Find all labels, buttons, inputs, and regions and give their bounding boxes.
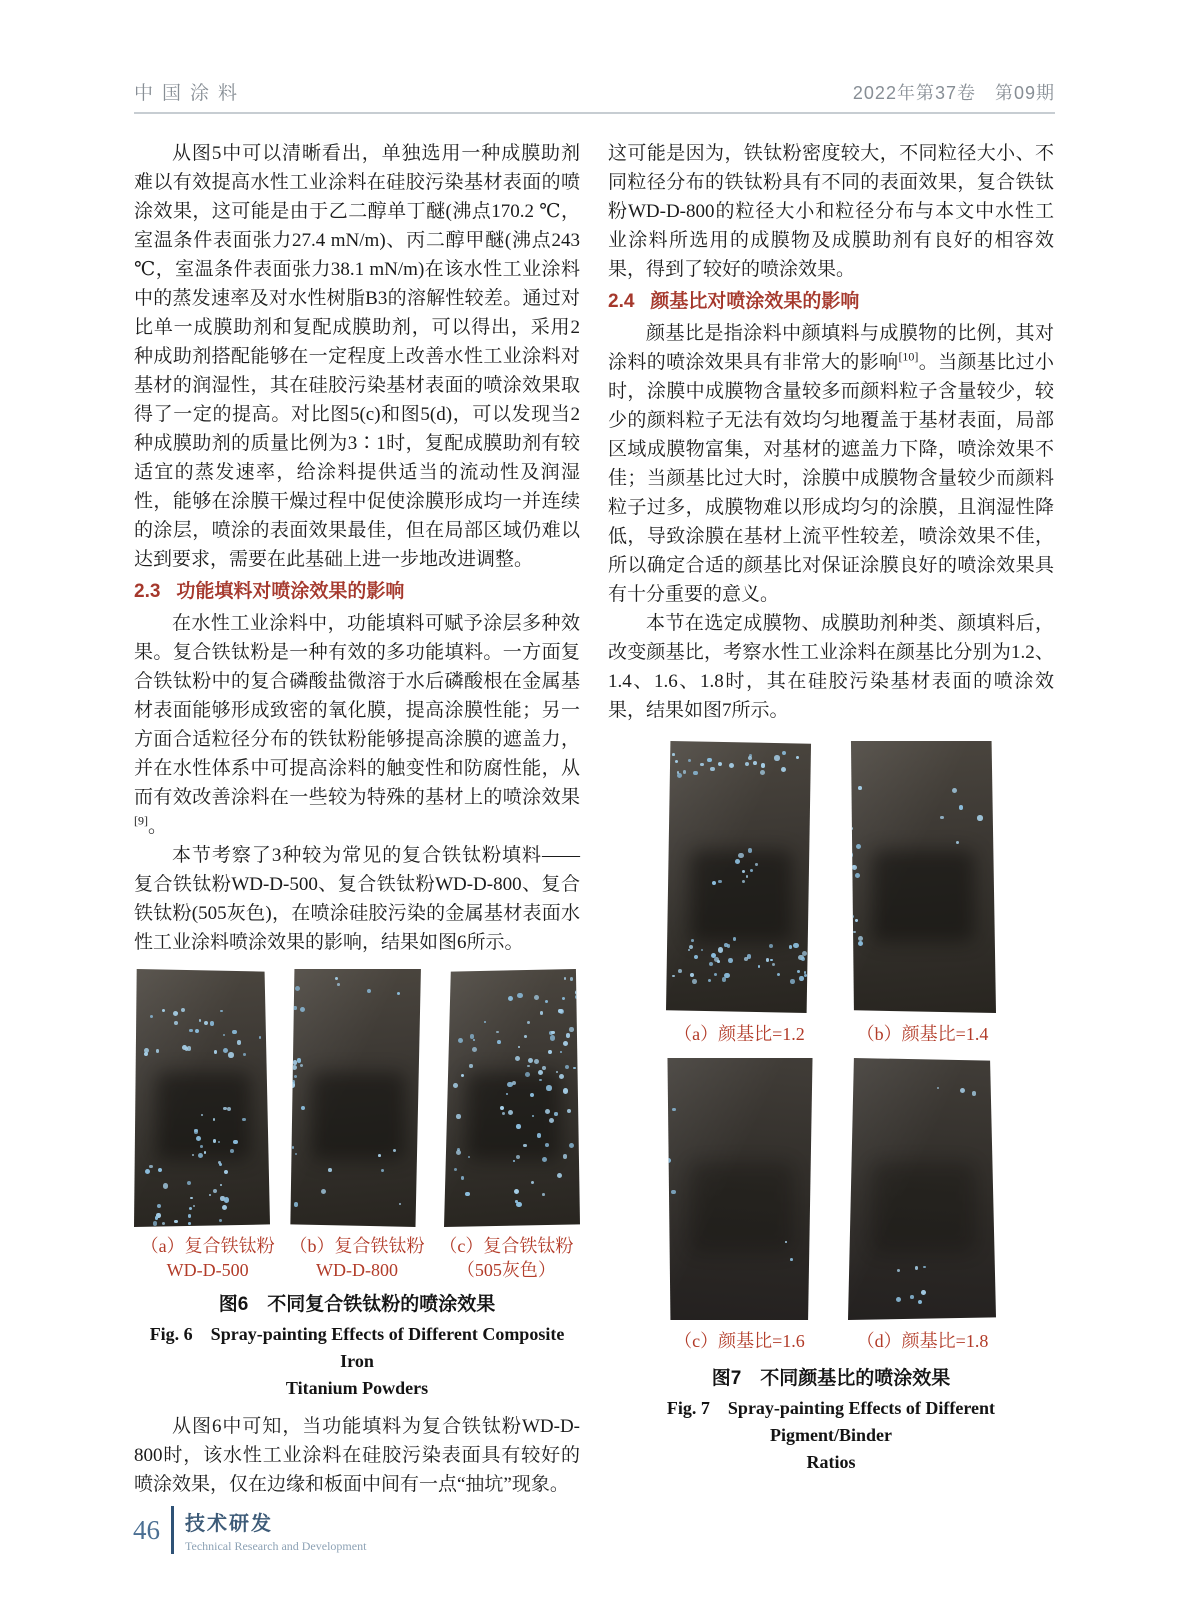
subcaption-a: （a）颜基比=1.2 — [674, 1024, 805, 1044]
figure-7-subcaptions-row2 — [608, 1327, 1054, 1353]
section-heading-2-4 — [608, 286, 1054, 317]
figure-7-photos-row1 — [608, 741, 1054, 1013]
subcaption-d: （d）颜基比=1.8 — [856, 1331, 989, 1351]
section-title: 功能填料对喷涂效果的影响 — [176, 581, 405, 602]
figure-7-photos-row2 — [608, 1058, 1054, 1320]
figure-6-title-en: Fig. 6 Spray-painting Effects of Different Composite Iron Titanium Powders — [149, 1324, 565, 1398]
contamination-stain — [156, 1072, 251, 1160]
subcaption-c: （c）复合铁钛粉 （505灰色） — [439, 1236, 574, 1280]
contamination-stain — [872, 1163, 976, 1252]
paragraph-functional-filler — [134, 609, 580, 841]
figure-6 — [134, 969, 580, 1402]
contamination-stain — [690, 850, 794, 942]
photo-panel-wd-d-800 — [289, 969, 425, 1227]
two-column-layout — [134, 139, 1055, 1499]
figure-7-subcaptions-row1 — [608, 1020, 1054, 1046]
photo-panel-ratio-1-2 — [666, 741, 814, 1013]
paragraph-three-fillers: 本节考察了3种较为常见的复合铁钛粉填料——复合铁钛粉WD-D-500、复合铁钛粉WD-D-800、复合铁钛粉(505灰色)，在喷涂硅胶污染的金属基材表面水性工业涂料喷涂效果的影响，结果如图6所示。 — [134, 845, 580, 953]
photo-panel-wd-d-500 — [134, 969, 270, 1227]
photo-panel-505-gray — [444, 969, 580, 1227]
contamination-stain — [690, 1163, 794, 1252]
photo-panel-ratio-1-8 — [848, 1058, 996, 1320]
section-heading-2-3 — [134, 576, 580, 607]
footer-section — [185, 1507, 366, 1554]
figure-6-subcaptions — [134, 1234, 580, 1282]
photo-panel-ratio-1-6 — [666, 1058, 814, 1320]
paragraph-pigment-binder-ratio — [608, 319, 1054, 609]
footer-section-cn: 技术研发 — [185, 1512, 273, 1535]
footer-divider — [171, 1506, 174, 1554]
paragraph-figure6-conclusion: 从图6中可知，当功能填料为复合铁钛粉WD-D-800时，该水性工业涂料在硅胶污染表面具有较好的喷涂效果，仅在边缘和板面中间有一点“抽坑”现象。 — [134, 1416, 580, 1495]
page-footer — [133, 1506, 366, 1554]
paragraph-text: 。 — [148, 816, 168, 837]
figure-7-title-cn: 图7 不同颜基比的喷涂效果 — [711, 1368, 951, 1389]
issue-info: 2022年第37卷 第09期 — [852, 83, 1055, 103]
paragraph-text: 颜基比是指涂料中颜填料与成膜物的比例，其对涂料的喷涂效果具有非常大的影响 — [608, 323, 1054, 373]
photo-panel-ratio-1-4 — [848, 741, 996, 1013]
page-header — [134, 78, 1055, 114]
paragraph-figure5-discussion: 从图5中可以清晰看出，单独选用一种成膜助剂难以有效提高水性工业涂料在硅胶污染基材表面的喷涂效果，这可能是由于乙二醇单丁醚(沸点170.2 ℃，室温条件表面张力27.4 mN/m)、丙二醇甲醚(沸点243 ℃，室温条件表面张力38.1 mN/m)在该水性工业涂料中的蒸发速率及对水性树脂B3的溶解性较差。通过对比单一成膜助剂和复配成膜助剂，可以得出，采用2种成助剂搭配能够在一定程度上改善水性工业涂料对基材的润湿性，其在硅胶污染基材表面的喷涂效果取得了一定的提高。对比图5(c)和图5(d)，可以发现当2种成膜助剂的质量比例为3∶1时，复配成膜助剂有较适宜的蒸发速率，给涂料提供适当的流动性及润湿性，能够在涂膜干燥过程中促使涂膜形成均一并连续的涂层，喷涂的表面效果最佳，但在局部区域仍难以达到要求，需要在此基础上进一步地改进调整。 — [134, 143, 580, 570]
section-number: 2.3 — [134, 581, 161, 602]
section-title: 颜基比对喷涂效果的影响 — [650, 291, 860, 312]
citation-ref-9: [9] — [134, 813, 148, 828]
journal-name: 中国涂料 — [134, 83, 247, 104]
page-number: 46 — [133, 1514, 160, 1545]
figure-6-photos — [134, 969, 580, 1227]
section-number: 2.4 — [608, 291, 635, 312]
paragraph-wd-d-800-reason: 这可能是因为，铁钛粉密度较大，不同粒径大小、不同粒径分布的铁钛粉具有不同的表面效果，复合铁钛粉WD-D-800的粒径大小和粒径分布与本文中水性工业涂料所选用的成膜物及成膜助剂有良好的相容效果，得到了较好的喷涂效果。 — [608, 143, 1054, 280]
figure-7-title-en: Fig. 7 Spray-painting Effects of Different Pigment/Binder Ratios — [666, 1398, 996, 1472]
subcaption-c: （c）颜基比=1.6 — [674, 1331, 805, 1351]
contamination-stain — [311, 1072, 406, 1160]
paragraph-ratio-experiment: 本节在选定成膜物、成膜助剂种类、颜填料后，改变颜基比，考察水性工业涂料在颜基比分别为1.2、1.4、1.6、1.8时，其在硅胶污染基材表面的喷涂效果，结果如图7所示。 — [608, 613, 1054, 721]
right-column — [608, 139, 1054, 1499]
left-column — [134, 139, 580, 1499]
figure-6-title-cn: 图6 不同复合铁钛粉的喷涂效果 — [218, 1294, 496, 1315]
paragraph-text: 。当颜基比过小时，涂膜中成膜物含量较多而颜料粒子含量较少，较少的颜料粒子无法有效均匀地覆盖于基材表面，局部区域成膜物富集，对基材的遮盖力下降，喷涂效果不佳；当颜基比过大时，涂膜中成膜物含量较少而颜料粒子过多，成膜物难以形成均匀的涂膜，且润湿性降低，导致涂膜在基材上流平性较差，喷涂效果不佳，所以确定合适的颜基比对保证涂膜良好的喷涂效果具有十分重要的意义。 — [608, 352, 1054, 605]
footer-section-en: Technical Research and Development — [185, 1538, 367, 1553]
contamination-stain — [872, 850, 976, 942]
citation-ref-10: [10] — [898, 349, 919, 364]
figure-7 — [608, 741, 1054, 1476]
subcaption-a: （a）复合铁钛粉 WD-D-500 — [140, 1236, 275, 1280]
subcaption-b: （b）颜基比=1.4 — [856, 1024, 989, 1044]
paragraph-text: 在水性工业涂料中，功能填料可赋予涂层多种效果。复合铁钛粉是一种有效的多功能填料。一方面复合铁钛粉中的复合磷酸盐微溶于水后磷酸根在金属基材表面能够形成致密的氧化膜，提高涂膜性能；另一方面合适粒径分布的铁钛粉能够提高涂膜的遮盖力，并在水性体系中可提高涂料的触变性和防腐性能，从而有效改善涂料在一些较为特殊的基材上的喷涂效果 — [134, 613, 580, 808]
subcaption-b: （b）复合铁钛粉 WD-D-800 — [289, 1236, 425, 1280]
